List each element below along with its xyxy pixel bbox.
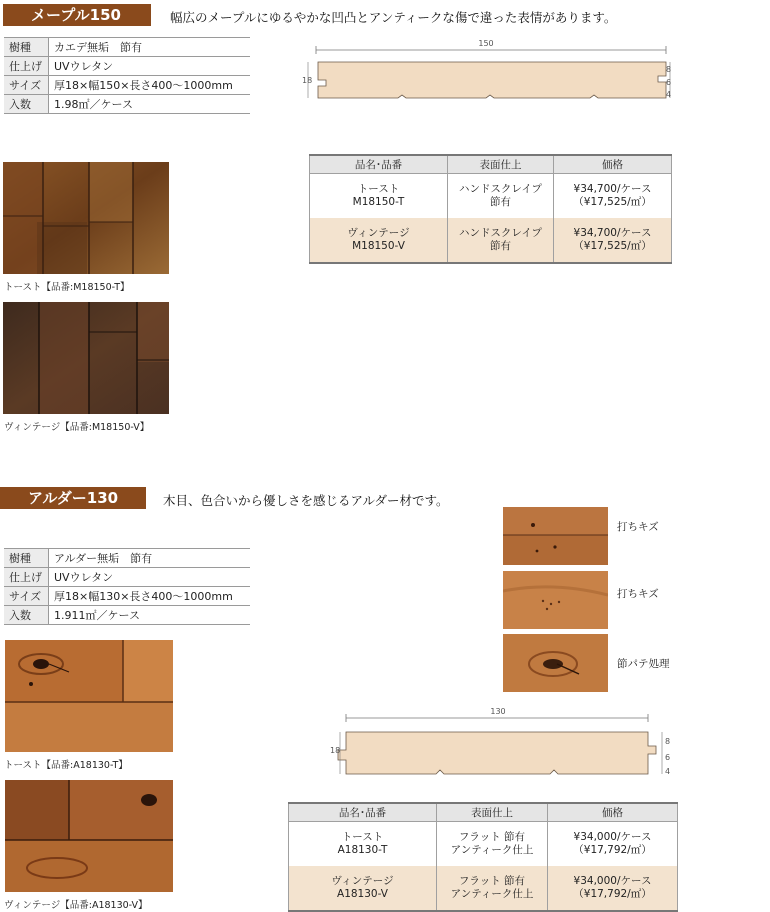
finish-line-2: アンティーク仕上 <box>450 844 534 856</box>
product-code: A18130-V <box>337 888 388 900</box>
price-header-price: 価格 <box>548 803 678 822</box>
spec-key: 樹種 <box>4 38 49 57</box>
spec-row <box>4 606 250 625</box>
spec-key: 仕上げ <box>4 568 49 587</box>
spec-value: アルダー無垢 節有 <box>49 549 251 568</box>
alder-toast-photo <box>5 640 173 752</box>
maple-profile-diagram <box>298 36 678 106</box>
spec-key: 入数 <box>4 606 49 625</box>
table-row <box>289 866 678 911</box>
alder-swatch-dent-1 <box>503 507 608 565</box>
maple-toast-caption: トースト【品番:M18150-T】 <box>4 282 130 293</box>
price-per-m2: （¥17,792/㎡） <box>573 844 652 856</box>
price-case: ¥34,700/ケース <box>573 227 652 239</box>
spec-row <box>4 568 250 587</box>
maple-profile-dim-8: 8 <box>666 65 672 74</box>
alder-spec-table <box>4 548 250 625</box>
alder-headline: 木目、色合いから優しさを感じるアルダー材です。 <box>163 493 449 508</box>
price-header-name: 品名･品番 <box>310 155 448 174</box>
spec-row <box>4 95 250 114</box>
product-name: ヴィンテージ <box>347 227 410 239</box>
product-name: ヴィンテージ <box>331 875 394 887</box>
alder-swatch-label-2: 打ちキズ <box>617 588 659 600</box>
alder-profile-dim-8: 8 <box>665 737 671 746</box>
alder-vintage-photo <box>5 780 173 892</box>
spec-row <box>4 57 250 76</box>
spec-value: 厚18×幅130×長さ400〜1000mm <box>49 587 251 606</box>
maple-profile-dim-6: 6 <box>666 78 672 87</box>
alder-profile-width: 130 <box>490 707 506 716</box>
maple-vintage-photo <box>3 302 169 414</box>
spec-row <box>4 76 250 95</box>
spec-value: 1.911㎡／ケース <box>49 606 251 625</box>
maple-spec-table <box>4 37 250 114</box>
finish-line-2: アンティーク仕上 <box>450 888 534 900</box>
product-code: M18150-V <box>352 240 405 252</box>
spec-row <box>4 549 250 568</box>
finish-line-1: ハンドスクレイプ <box>458 227 543 239</box>
spec-value: UVウレタン <box>49 568 251 587</box>
finish-line-2: 節有 <box>490 240 511 252</box>
alder-profile-diagram <box>326 704 676 780</box>
price-header-finish: 表面仕上 <box>448 155 554 174</box>
finish-line-1: フラット 節有 <box>458 831 526 843</box>
price-header-finish: 表面仕上 <box>437 803 548 822</box>
spec-key: 入数 <box>4 95 49 114</box>
price-case: ¥34,000/ケース <box>573 875 652 887</box>
spec-key: サイズ <box>4 587 49 606</box>
table-row <box>289 822 678 867</box>
maple-headline: 幅広のメープルにゆるやかな凹凸とアンティークな傷で違った表情があります。 <box>170 10 617 25</box>
maple-profile-dim-4: 4 <box>666 90 672 99</box>
product-code: A18130-T <box>337 844 388 856</box>
spec-key: サイズ <box>4 76 49 95</box>
spec-value: カエデ無垢 節有 <box>49 38 251 57</box>
finish-line-1: フラット 節有 <box>458 875 526 887</box>
product-code: M18150-T <box>352 196 405 208</box>
alder-title: アルダー130 <box>0 487 146 509</box>
table-row <box>310 218 672 263</box>
price-per-m2: （¥17,525/㎡） <box>573 240 652 252</box>
alder-profile-dim-4: 4 <box>665 767 671 776</box>
alder-toast-caption: トースト【品番:A18130-T】 <box>4 760 128 771</box>
spec-row <box>4 38 250 57</box>
alder-swatch-label-3: 節パテ処理 <box>617 658 670 670</box>
spec-row <box>4 587 250 606</box>
alder-swatch-dent-2 <box>503 571 608 629</box>
table-row <box>310 174 672 219</box>
alder-vintage-caption: ヴィンテージ【品番:A18130-V】 <box>4 900 148 911</box>
alder-swatch-label-1: 打ちキズ <box>617 521 659 533</box>
finish-line-1: ハンドスクレイプ <box>458 183 543 195</box>
spec-value: 厚18×幅150×長さ400〜1000mm <box>49 76 251 95</box>
maple-toast-photo <box>3 162 169 274</box>
spec-value: UVウレタン <box>49 57 251 76</box>
price-header-name: 品名･品番 <box>289 803 437 822</box>
product-name: トースト <box>341 831 384 843</box>
maple-price-table <box>309 154 672 264</box>
spec-key: 樹種 <box>4 549 49 568</box>
price-header-price: 価格 <box>554 155 672 174</box>
maple-vintage-caption: ヴィンテージ【品番:M18150-V】 <box>4 422 150 433</box>
price-case: ¥34,000/ケース <box>573 831 652 843</box>
maple-title: メープル150 <box>3 4 151 26</box>
product-name: トースト <box>357 183 400 195</box>
spec-key: 仕上げ <box>4 57 49 76</box>
price-per-m2: （¥17,525/㎡） <box>573 196 652 208</box>
spec-value: 1.98㎡／ケース <box>49 95 251 114</box>
price-per-m2: （¥17,792/㎡） <box>573 888 652 900</box>
alder-profile-thickness: 18 <box>330 746 341 755</box>
alder-profile-dim-6: 6 <box>665 753 671 762</box>
maple-profile-thickness: 18 <box>302 76 313 85</box>
alder-price-table <box>288 802 678 912</box>
maple-profile-width: 150 <box>478 39 494 48</box>
alder-swatch-knot <box>503 634 608 692</box>
finish-line-2: 節有 <box>490 196 511 208</box>
price-case: ¥34,700/ケース <box>573 183 652 195</box>
